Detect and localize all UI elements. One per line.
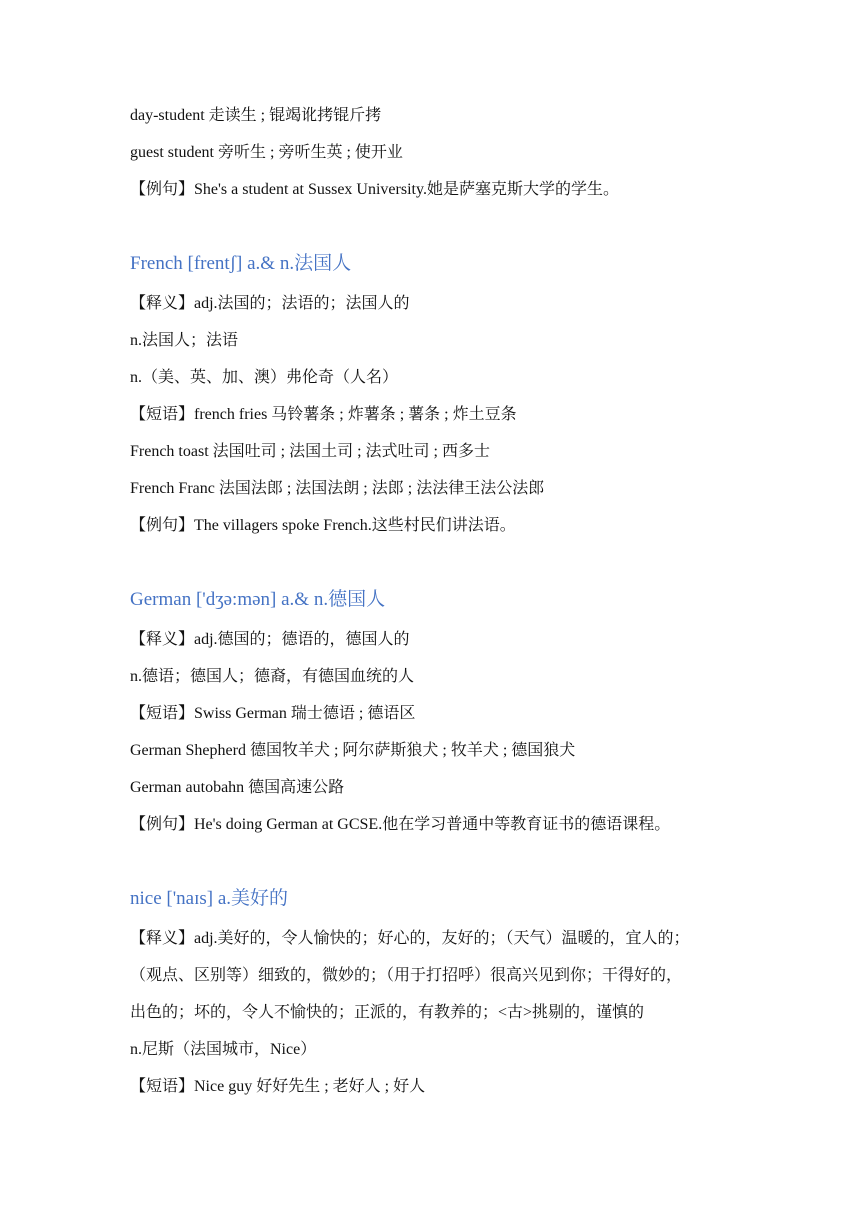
entry-heading-nice: nice ['naɪs] a.美好的 [130,888,289,909]
phrase-line: guest student 旁听生 ; 旁听生英 ; 使开业 [130,144,403,161]
phrase-line: day-student 走读生 ; 锟竭讹拷锟斤拷 [130,107,382,124]
definition-line: （观点、区别等）细致的，微妙的；（用于打招呼）很高兴见到你；干得好的， [130,967,683,984]
example-sentence: 【例句】He's doing German at GCSE.他在学习普通中等教育证书的德语课程。 [130,816,671,833]
phrase-line: German autobahn 德国高速公路 [130,779,345,796]
phrase-line: 【短语】french fries 马铃薯条 ; 炸薯条 ; 薯条 ; 炸土豆条 [130,406,517,423]
definition-line: n.尼斯（法国城市，Nice） [130,1041,317,1058]
definition-line: n.（美、英、加、澳）弗伦奇（人名） [130,369,399,386]
phrase-line: French toast 法国吐司 ; 法国土司 ; 法式吐司 ; 西多士 [130,443,490,460]
definition-line: 【释义】adj.美好的，令人愉快的；好心的，友好的；（天气）温暖的，宜人的； [130,930,690,947]
example-sentence: 【例句】The villagers spoke French.这些村民们讲法语。 [130,517,516,534]
phrase-line: 【短语】Swiss German 瑞士德语 ; 德语区 [130,705,416,722]
phrase-line: German Shepherd 德国牧羊犬 ; 阿尔萨斯狼犬 ; 牧羊犬 ; 德国狼犬 [130,742,576,759]
definition-line: n.法国人；法语 [130,332,239,349]
example-sentence: 【例句】She's a student at Sussex University.她是萨塞克斯大学的学生。 [130,181,619,198]
definition-line: 出色的；坏的，令人不愉快的；正派的，有教养的；<古>挑剔的，谨慎的 [130,1004,645,1021]
phrase-line: 【短语】Nice guy 好好先生 ; 老好人 ; 好人 [130,1078,426,1095]
definition-line: 【释义】adj.德国的；德语的，德国人的 [130,631,410,648]
definition-line: n.德语；德国人；德裔，有德国血统的人 [130,668,415,685]
entry-heading-german: German ['dʒə:mən] a.& n.德国人 [130,589,386,610]
phrase-line: French Franc 法国法郎 ; 法国法朗 ; 法郎 ; 法法律王法公法郎 [130,480,545,497]
entry-heading-french: French [frentʃ] a.& n.法国人 [130,253,352,274]
definition-line: 【释义】adj.法国的；法语的；法国人的 [130,295,410,312]
